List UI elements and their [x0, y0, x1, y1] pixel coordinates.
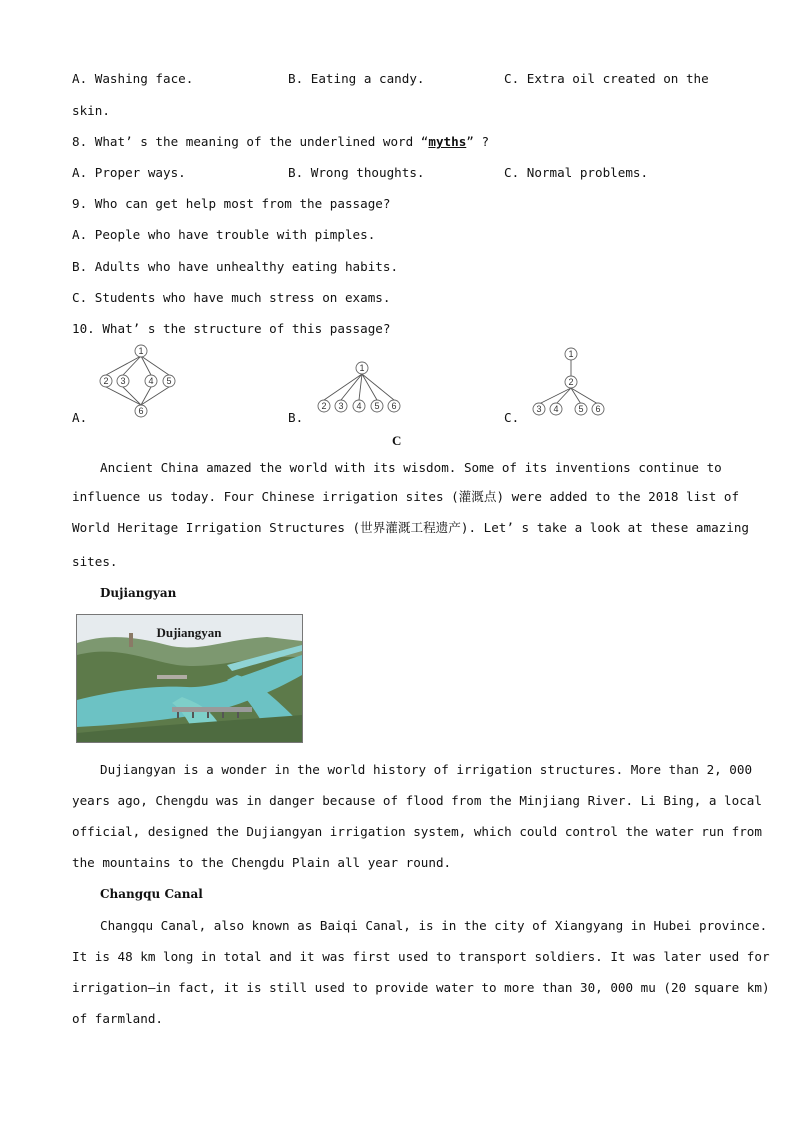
q10-option-a-label: A.	[72, 410, 88, 425]
diagram-b-node-6: 6	[391, 401, 397, 411]
structure-diagram-c	[530, 346, 612, 416]
intro-line-2: influence us today. Four Chinese irrigation sites (灌溉点) were added to the 2018 list of	[72, 489, 740, 504]
dujiangyan-heading: Dujiangyan	[100, 586, 177, 600]
diagram-b-node-5: 5	[374, 401, 380, 411]
q8-stem-text: 8. What’ s the meaning of the underlined word “	[72, 134, 429, 149]
diagram-a-node-6: 6	[138, 406, 144, 416]
diagram-c-node-3: 3	[536, 404, 542, 414]
diagram-a-node-1: 1	[138, 346, 144, 356]
q10-option-b-label: B.	[288, 410, 304, 425]
diagram-c-node-5: 5	[578, 404, 584, 414]
q8-stem-end: ” ?	[466, 134, 490, 149]
diagram-a-node-4: 4	[148, 376, 154, 386]
diagram-b-node-3: 3	[338, 401, 344, 411]
changqu-line-1: Changqu Canal, also known as Baiqi Canal, is in the city of Xiangyang in Hubei province.	[100, 918, 768, 933]
q10-option-c-label: C.	[504, 410, 520, 425]
q7-option-a: A. Washing face.	[72, 71, 194, 86]
intro-line-3: World Heritage Irrigation Structures (世界灌溉工程遗产). Let’ s take a look at these amazing	[72, 520, 749, 535]
section-heading: C	[392, 433, 402, 448]
changqu-line-3: irrigation—in fact, it is still used to provide water to more than 30, 000 mu (20 square km)	[72, 980, 770, 995]
q8-option-a: A. Proper ways.	[72, 165, 186, 180]
diagram-a-node-3: 3	[120, 376, 126, 386]
diagram-c-node-4: 4	[553, 404, 559, 414]
q7-option-b: B. Eating a candy.	[288, 71, 425, 86]
changqu-line-4: of farmland.	[72, 1011, 163, 1026]
intro-line-4: sites.	[72, 554, 118, 569]
diagram-c-node-1: 1	[568, 349, 574, 359]
diagram-b-node-1: 1	[359, 363, 365, 373]
structure-diagram-a	[96, 343, 180, 419]
dujiangyan-line-3: official, designed the Dujiangyan irrigation system, which could control the water run from	[72, 824, 762, 839]
q7-option-c: C. Extra oil created on the	[504, 71, 709, 86]
intro-line-1: Ancient China amazed the world with its wisdom. Some of its inventions continue to	[100, 460, 722, 475]
q9-option-c: C. Students who have much stress on exams.	[72, 290, 391, 305]
diagram-b-node-2: 2	[321, 401, 327, 411]
diagram-a-node-5: 5	[166, 376, 172, 386]
q7-option-c-continued: skin.	[72, 103, 110, 118]
q8-option-b: B. Wrong thoughts.	[288, 165, 425, 180]
underlined-word: myths	[428, 134, 467, 149]
dujiangyan-line-2: years ago, Chengdu was in danger because of flood from the Minjiang River. Li Bing, a local	[72, 793, 762, 808]
diagram-c-node-6: 6	[595, 404, 601, 414]
q10-stem: 10. What’ s the structure of this passage?	[72, 321, 391, 336]
diagram-a-node-2: 2	[103, 376, 109, 386]
structure-diagram-b	[312, 360, 406, 416]
photo-caption: Dujiangyan	[156, 625, 222, 640]
diagram-b-node-4: 4	[356, 401, 362, 411]
dujiangyan-line-4: the mountains to the Chengdu Plain all year round.	[72, 855, 452, 870]
q9-option-a: A. People who have trouble with pimples.	[72, 227, 376, 242]
q8-option-c: C. Normal problems.	[504, 165, 649, 180]
changqu-heading: Changqu Canal	[100, 887, 203, 901]
q9-stem: 9. Who can get help most from the passage?	[72, 196, 391, 211]
changqu-line-2: It is 48 km long in total and it was first used to transport soldiers. It was later used for	[72, 949, 770, 964]
q8-stem	[72, 134, 489, 150]
diagram-c-node-2: 2	[568, 377, 574, 387]
q9-option-b: B. Adults who have unhealthy eating habits.	[72, 259, 399, 274]
dujiangyan-photo	[76, 614, 303, 743]
dujiangyan-line-1: Dujiangyan is a wonder in the world history of irrigation structures. More than 2, 000	[100, 762, 753, 777]
